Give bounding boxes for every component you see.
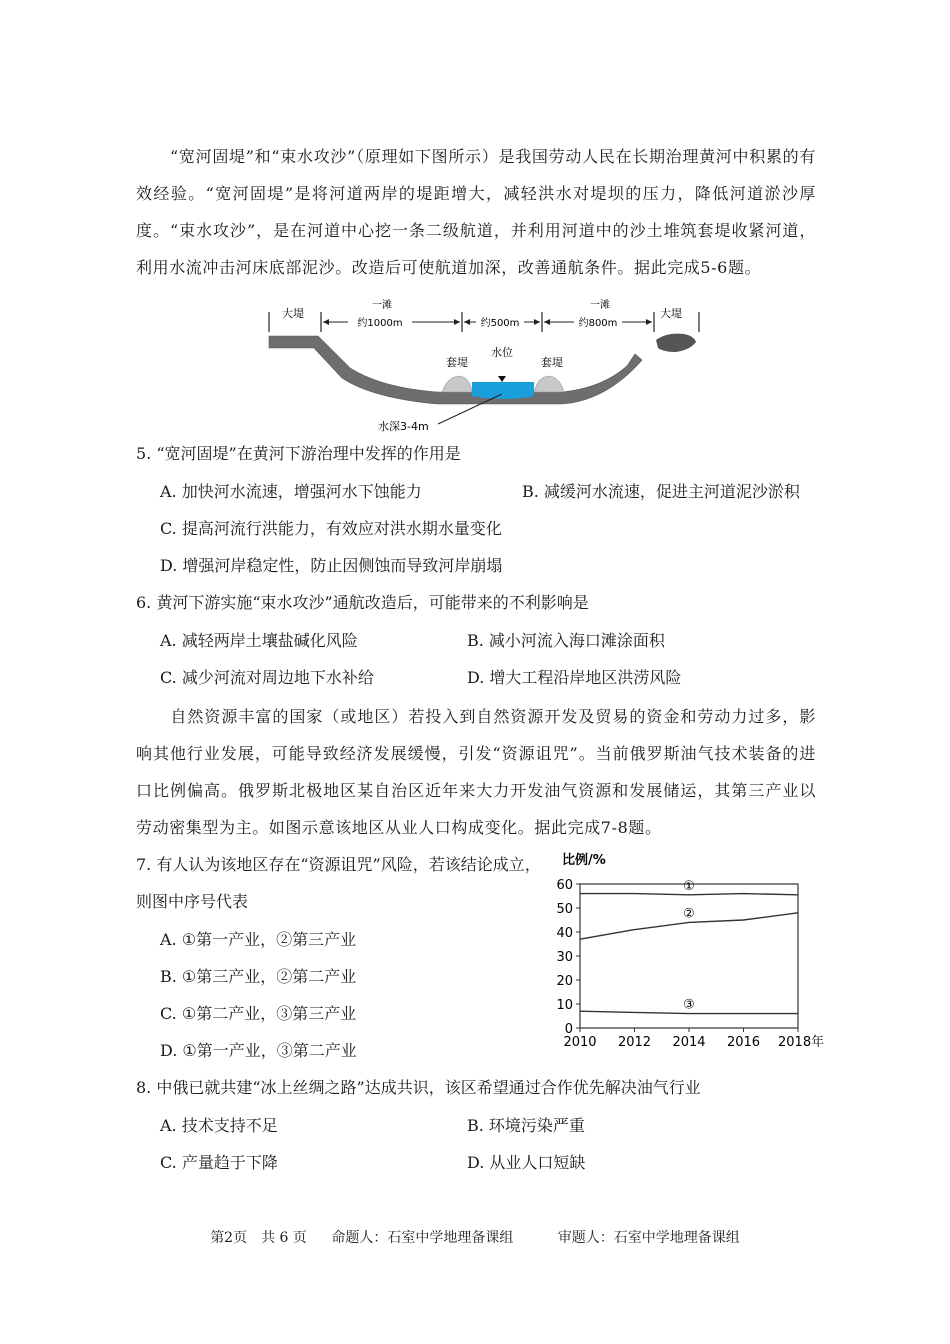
y-tick-label: 0 — [564, 1022, 573, 1037]
riverbed-profile — [269, 336, 642, 404]
y-tick-label: 30 — [556, 950, 573, 965]
q7-option-b[interactable]: B. ①第三产业，②第二产业 — [160, 967, 357, 986]
q7-option-c[interactable]: C. ①第二产业，③第三产业 — [160, 1004, 357, 1023]
water-level-marker — [498, 376, 506, 382]
y-tick-label: 60 — [556, 878, 573, 893]
q8-option-b[interactable]: B. 环境污染严重 — [467, 1116, 585, 1135]
passage-2-text: 自然资源丰富的国家（或地区）若投入到自然资源开发及贸易的资金和劳动力过多，影响其他行业发展，可能导致经济发展缓慢，引发“资源诅咒”。当前俄罗斯油气技术装备的进口比例偏高。俄罗斯北极地区某自治区近年来大力开发油气资源和发展储运，其第三产业以劳动密集型为主。如图示意该地区从业人口构成变化。据此完成7-8题。 — [136, 707, 816, 837]
y-tick-label: 50 — [556, 902, 573, 917]
y-tick-label: 10 — [556, 998, 573, 1013]
q6-option-c[interactable]: C. 减少河流对周边地下水补给 — [160, 668, 374, 687]
right-beach-width: 约800m — [578, 318, 618, 329]
right-dike-shape — [656, 334, 696, 352]
q7-stem-line-1: 7. 有人认为该地区存在“资源诅咒”风险，若该结论成立， — [136, 855, 541, 874]
q5-option-d[interactable]: D. 增强河岸稳定性，防止因侧蚀而导致河岸崩塌 — [160, 556, 503, 575]
x-tick-label: 2016 — [726, 1035, 761, 1050]
series-label-2: ② — [683, 906, 695, 922]
q8-option-c[interactable]: C. 产量趋于下降 — [160, 1153, 278, 1172]
y-tick-label: 40 — [556, 926, 573, 941]
right-levee-label: 套堤 — [541, 356, 563, 369]
q7-option-d[interactable]: D. ①第一产业，③第二产业 — [160, 1041, 357, 1060]
series-label-1: ① — [683, 878, 695, 894]
water-depth-label: 水深3-4m — [378, 420, 429, 433]
q6-stem: 6. 黄河下游实施“束水攻沙”通航改造后，可能带来的不利影响是 — [136, 593, 589, 612]
passage-1-text: “宽河固堤”和“束水攻沙”（原理如下图所示）是我国劳动人民在长期治理黄河中积累的有效经验。“宽河固堤”是将河道两岸的堤距增大，减轻洪水对堤坝的压力，降低河道淤沙厚度。“束水攻沙”，是在河道中心挖一条二级航道，并利用河道中的沙土堆筑套堤收紧河道，利用水流冲击河床底部泥沙。改造后可使航道加深，改善通航条件。据此完成5-6题。 — [136, 147, 816, 277]
y-tick-label: 20 — [556, 974, 573, 989]
footer-reviewer: 审题人：石室中学地理备课组 — [557, 1230, 740, 1246]
river-cross-section-diagram — [262, 296, 712, 436]
left-beach-width: 约1000m — [357, 318, 403, 329]
channel-width: 约500m — [480, 318, 520, 329]
q5-option-a[interactable]: A. 加快河水流速，增强河水下蚀能力 — [160, 482, 422, 501]
employment-structure-chart — [540, 846, 840, 1056]
right-beach-label: 一滩 — [590, 300, 610, 311]
left-beach-label: 一滩 — [372, 300, 392, 311]
x-tick-label: 2018年 — [778, 1035, 825, 1050]
q6-option-d[interactable]: D. 增大工程沿岸地区洪涝风险 — [467, 668, 682, 687]
q7-option-a[interactable]: A. ①第一产业，②第三产业 — [160, 930, 357, 949]
q8-option-d[interactable]: D. 从业人口短缺 — [467, 1153, 586, 1172]
passage-1 — [136, 138, 816, 286]
footer-author: 命题人：石室中学地理备课组 — [331, 1230, 514, 1246]
x-tick-label: 2012 — [617, 1035, 652, 1050]
water-body — [472, 382, 534, 399]
x-tick-label: 2014 — [672, 1035, 706, 1050]
q6-option-b[interactable]: B. 减小河流入海口滩涂面积 — [467, 631, 665, 650]
right-dike-label: 大堤 — [660, 307, 682, 320]
x-tick-label: 2010 — [563, 1035, 597, 1050]
left-levee-shape — [442, 376, 472, 392]
q8-stem: 8. 中俄已就共建“冰上丝绸之路”达成共识，该区希望通过合作优先解决油气行业 — [136, 1078, 701, 1097]
left-levee-label: 套堤 — [446, 356, 468, 369]
passage-2 — [136, 698, 816, 846]
chart-y-axis-label: 比例/% — [562, 853, 606, 868]
q5-stem: 5. “宽河固堤”在黄河下游治理中发挥的作用是 — [136, 444, 461, 463]
page-footer — [0, 1228, 950, 1248]
footer-page-number: 第2页 共 6 页 — [210, 1230, 307, 1246]
right-levee-shape — [534, 376, 564, 392]
left-dike-label: 大堤 — [282, 307, 304, 320]
series-label-3: ③ — [683, 997, 695, 1013]
q8-option-a[interactable]: A. 技术支持不足 — [160, 1116, 278, 1135]
q6-option-a[interactable]: A. 减轻两岸土壤盐碱化风险 — [160, 631, 358, 650]
water-level-label: 水位 — [491, 346, 513, 359]
q7-stem-line-2: 则图中序号代表 — [136, 892, 249, 911]
q5-option-c[interactable]: C. 提高河流行洪能力，有效应对洪水期水量变化 — [160, 519, 502, 538]
q5-option-b[interactable]: B. 减缓河水流速，促进主河道泥沙淤积 — [522, 482, 800, 501]
